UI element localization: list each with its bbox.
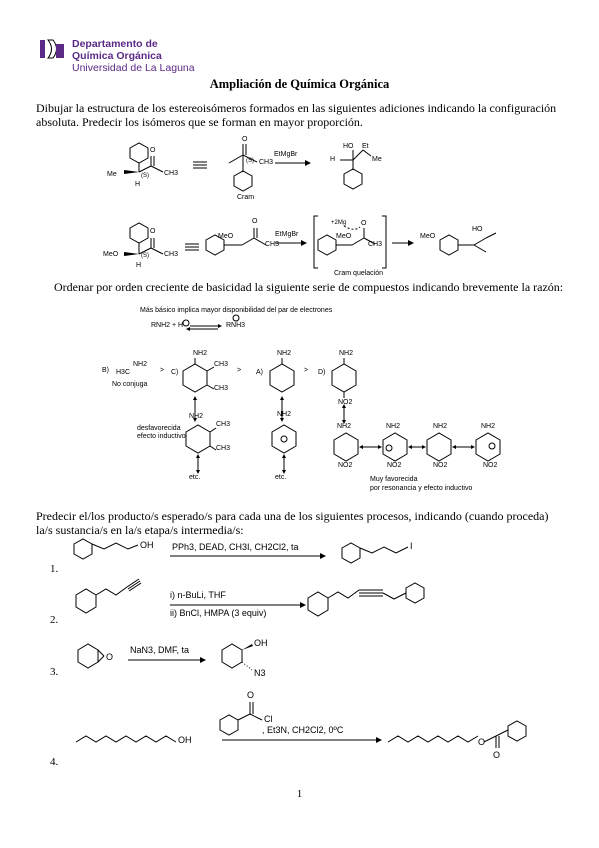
d5-nh2: NH2 bbox=[481, 423, 496, 430]
d-nh2: NH2 bbox=[339, 350, 354, 357]
r4-reagent-cl: Cl bbox=[264, 714, 273, 724]
d2-nh2: NH2 bbox=[337, 423, 352, 430]
row2-ch3c-label: CH3 bbox=[368, 241, 383, 248]
item-number-3: 3. bbox=[50, 666, 59, 678]
r2-conditions-2[interactable]: ii) BnCl, HMPA (3 equiv) bbox=[170, 608, 267, 618]
c2-nh2: NH2 bbox=[189, 413, 204, 420]
section1-text: Dibujar la estructura de los estereoisómeros formados en las siguientes adiciones indicando la configuración absoluta. Predecir los isómeros que se forman en mayor proporción. bbox=[36, 101, 557, 129]
a-label: A) bbox=[256, 369, 263, 376]
r2-conditions-1[interactable]: i) n-BuLi, THF bbox=[170, 590, 226, 600]
r4-conditions[interactable]: , Et3N, CH2Cl2, 0ºC bbox=[262, 725, 344, 735]
r1-conditions[interactable]: PPh3, DEAD, CH3I, CH2Cl2, ta bbox=[172, 542, 299, 552]
equilibrium-right: RNH3 bbox=[226, 322, 246, 329]
row1-o-label: O bbox=[150, 147, 156, 154]
logo-line2: Química Orgánica bbox=[72, 50, 162, 62]
d4-no2: NO2 bbox=[433, 462, 448, 469]
row1-me2-label: Me bbox=[372, 156, 382, 163]
row1-s2-label: (S) bbox=[246, 158, 254, 164]
etc-2: etc. bbox=[275, 474, 287, 481]
row1-me-label: Me bbox=[107, 171, 117, 178]
efecto-inductivo-label: efecto inductivo bbox=[137, 433, 186, 440]
c-ch3-1: CH3 bbox=[214, 361, 229, 368]
r3-product-n3: N3 bbox=[254, 668, 266, 678]
b-label: B) bbox=[102, 367, 109, 374]
item-number-2: 2. bbox=[50, 614, 59, 626]
section2-text: Ordenar por orden creciente de basicidad la siguiente serie de compuestos indicando brevemente la razón: bbox=[54, 280, 564, 294]
d-no2: NO2 bbox=[338, 399, 353, 406]
r4-product-o1: O bbox=[478, 737, 486, 747]
row2-ch3b-label: CH3 bbox=[265, 241, 280, 248]
row2-s-label: (S) bbox=[141, 253, 149, 259]
row1-s-label: (S) bbox=[141, 173, 149, 179]
c2-ch3-2: CH3 bbox=[216, 445, 231, 452]
b-formula: H3C bbox=[116, 369, 131, 376]
row1-ho-label: HO bbox=[343, 143, 354, 150]
item-number-4: 4. bbox=[50, 756, 59, 768]
equilibrium-left: RNH2 + H bbox=[151, 322, 184, 329]
row1-cram-label: Cram bbox=[237, 194, 255, 201]
row1-o2-label: O bbox=[242, 136, 248, 143]
c2-ch3-1: CH3 bbox=[216, 421, 231, 428]
row1-h-label: H bbox=[135, 181, 141, 188]
page-title: Ampliación de Química Orgánica bbox=[209, 77, 390, 91]
row2-o2-label: O bbox=[252, 218, 258, 225]
c-nh2: NH2 bbox=[193, 350, 208, 357]
page-number: 1 bbox=[296, 788, 303, 800]
section3-text: Predecir el/los producto/s esperado/s para cada una de los siguientes procesos, indicando (cuando proceda) la/s sustancia/s en la/s etapa/s intermedia/s: bbox=[36, 509, 549, 537]
r4-product-o2: O bbox=[493, 750, 501, 760]
row1-h2-label: H bbox=[330, 156, 336, 163]
d2-no2: NO2 bbox=[338, 462, 353, 469]
d4-nh2: NH2 bbox=[433, 423, 448, 430]
gt-1: > bbox=[160, 367, 165, 374]
row2-ho-label: HO bbox=[472, 226, 483, 233]
a-nh2: NH2 bbox=[277, 350, 292, 357]
row1-et-label: Et bbox=[362, 143, 369, 150]
item-number-1: 1. bbox=[50, 563, 59, 575]
row2-meo-label: MeO bbox=[103, 251, 119, 258]
por-resonancia-label: por resonancia y efecto inductivo bbox=[370, 485, 473, 492]
row1-ch3-label: CH3 bbox=[164, 170, 179, 177]
muy-favorecida-label: Muy favorecida bbox=[370, 476, 418, 483]
etc-1: etc. bbox=[189, 474, 201, 481]
row2-meo4-label: MeO bbox=[420, 233, 436, 240]
r1-oh: OH bbox=[140, 540, 154, 550]
gt-2: > bbox=[237, 367, 242, 374]
row2-meo2-label: MeO bbox=[218, 233, 234, 240]
d3-nh2: NH2 bbox=[386, 423, 401, 430]
row1-ch3b-label: CH3 bbox=[259, 159, 274, 166]
r4-reagent-o: O bbox=[247, 690, 255, 700]
a2-nh2: NH2 bbox=[277, 411, 292, 418]
c-ch3-2: CH3 bbox=[214, 385, 229, 392]
r3-product-oh: OH bbox=[254, 638, 268, 648]
row1-reagent: EtMgBr bbox=[274, 151, 298, 158]
row2-meo3-label: MeO bbox=[336, 233, 352, 240]
no-conjuga-label: No conjuga bbox=[112, 381, 148, 388]
r4-reactant-oh: OH bbox=[178, 735, 192, 745]
row2-o3-label: O bbox=[361, 220, 367, 227]
b-nh2: NH2 bbox=[133, 361, 148, 368]
row2-ch3-label: CH3 bbox=[164, 251, 179, 258]
logo-line1: Departamento de bbox=[72, 38, 158, 50]
basicity-note: Más básico implica mayor disponibilidad del par de electrones bbox=[140, 307, 333, 314]
desfavorecida-label: desfavorecida bbox=[137, 425, 181, 432]
logo-line3: Universidad de La Laguna bbox=[72, 62, 195, 74]
d-label: D) bbox=[318, 369, 326, 376]
row2-cram-quelacion-label: Cram quelación bbox=[334, 270, 384, 277]
d5-no2: NO2 bbox=[483, 462, 498, 469]
row2-mg-label: +2Mg bbox=[331, 220, 347, 226]
row2-reagent: EtMgBr bbox=[275, 231, 299, 238]
r3-conditions[interactable]: NaN3, DMF, ta bbox=[130, 645, 190, 655]
row2-o-label: O bbox=[150, 228, 156, 235]
c-label: C) bbox=[171, 369, 179, 376]
r1-product-i: I bbox=[410, 541, 413, 551]
r3-epoxide-o: O bbox=[106, 652, 114, 662]
gt-3: > bbox=[304, 367, 309, 374]
row2-h-label: H bbox=[136, 262, 142, 269]
d3-no2: NO2 bbox=[387, 462, 402, 469]
